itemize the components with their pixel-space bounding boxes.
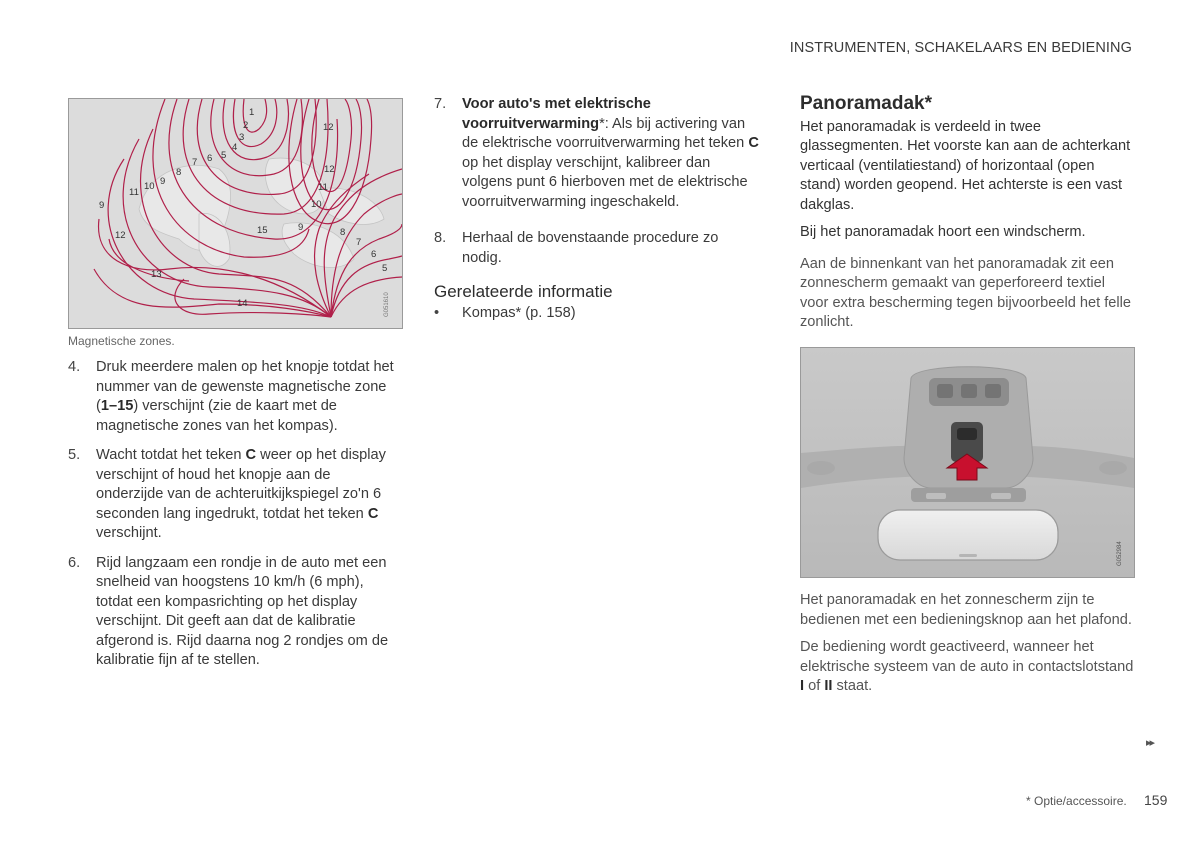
paragraph: De bediening wordt geactiveerd, wanneer het elektrische systeem van de auto in contactslotstand I of II staat. xyxy=(800,639,1134,694)
zone-label: 5 xyxy=(221,150,227,161)
list-text: Wacht totdat het teken C weer op het display verschijnt of houd het knopje aan de onderzijde van de achteruitkijkspiegel zo'n 6 seconden lang ingedrukt, totdat het teken C verschijnt. xyxy=(96,447,386,541)
zone-label: 7 xyxy=(356,237,362,248)
list-text: Druk meerdere malen op het knopje totdat het nummer van de gewenste magnetische zone (1–15) verschijnt (zie de kaart met de magnetische zones van het kompas). xyxy=(96,359,394,434)
list-number: 7. xyxy=(434,96,447,112)
page-number: 159 xyxy=(1144,792,1168,808)
figure-code: G051610 xyxy=(384,292,390,317)
zone-label: 14 xyxy=(237,298,248,309)
roof-control-illustration xyxy=(801,348,1134,577)
left-column xyxy=(68,358,400,681)
zone-label: 2 xyxy=(243,120,249,131)
bullet: • xyxy=(434,304,440,321)
list-number: 8. xyxy=(434,230,447,246)
continue-icon: ▸▸ xyxy=(1146,737,1154,749)
paragraph: Bij het panoramadak hoort een windscherm. xyxy=(800,224,1086,240)
related-heading: Gerelateerde informatie xyxy=(434,282,613,301)
list-text: Herhaal de bovenstaande procedure zo nodig. xyxy=(462,230,719,266)
list-item xyxy=(68,554,400,671)
right-column-lower xyxy=(800,591,1134,705)
zone-label: 12 xyxy=(324,164,335,175)
zone-label: 12 xyxy=(115,230,126,241)
section-header: INSTRUMENTEN, SCHAKELAARS EN BEDIENING xyxy=(789,40,1132,56)
footnote: * Optie/accessoire. xyxy=(1026,794,1127,808)
zone-label: 10 xyxy=(144,181,155,192)
list-number: 6. xyxy=(68,554,81,571)
zone-label: 9 xyxy=(298,222,304,233)
middle-column xyxy=(434,95,762,333)
map-caption: Magnetische zones. xyxy=(68,334,175,348)
roof-control-figure xyxy=(800,347,1135,578)
zone-label: 15 xyxy=(257,225,268,236)
list-item xyxy=(434,95,762,212)
zone-label: 9 xyxy=(99,200,105,211)
zone-label: 3 xyxy=(239,132,245,143)
zone-label: 4 xyxy=(232,142,238,153)
list-text: Rijd langzaam een rondje in de auto met een snelheid van hoogstens 10 km/h (6 mph), totdat een kompasrichting op het display verschijnt. Dit geeft aan dat de kalibratie afgerond is. Rijd daarna nog 2 rondjes om de kalibratie fijn af te stellen. xyxy=(96,554,389,668)
right-column xyxy=(800,94,1134,341)
related-link-text[interactable]: Kompas* (p. 158) xyxy=(462,304,576,321)
zone-label: 6 xyxy=(371,249,377,260)
list-text: Voor auto's met elektrische voorruitverwarming*: Als bij activering van de elektrische voorruitverwarming het teken C op het display verschijnt, kalibreer dan volgens punt 6 hierboven met de elektrische voorruitverwarming ingeschakeld. xyxy=(462,96,759,210)
zone-label: 12 xyxy=(323,122,334,133)
list-number: 5. xyxy=(68,447,81,463)
zone-label: 13 xyxy=(151,269,162,280)
zone-label: 8 xyxy=(340,227,346,238)
list-item xyxy=(68,446,400,544)
section-title: Panoramadak* xyxy=(800,93,933,114)
list-item xyxy=(434,229,762,268)
zone-label: 7 xyxy=(192,157,198,168)
zone-label: 11 xyxy=(318,182,328,193)
zone-label: 11 xyxy=(129,187,139,198)
zone-label: 5 xyxy=(382,263,388,274)
map-illustration xyxy=(69,99,402,328)
paragraph: Aan de binnenkant van het panoramadak zit een zonnescherm gemaakt van geperforeerd textiel voor extra bescherming tegen bijvoorbeeld het felle zonlicht. xyxy=(800,255,1131,330)
related-link[interactable] xyxy=(434,304,762,324)
zone-label: 8 xyxy=(176,167,182,178)
figure-code: G052984 xyxy=(1117,541,1123,566)
magnetic-zones-map xyxy=(68,98,403,329)
list-number: 4. xyxy=(68,359,81,375)
zone-label: 9 xyxy=(160,176,166,187)
list-item xyxy=(68,358,400,436)
paragraph: Het panoramadak en het zonnescherm zijn te bedienen met een bedieningsknop aan het plafond. xyxy=(800,592,1132,628)
zone-label: 10 xyxy=(311,199,322,210)
paragraph: Het panoramadak is verdeeld in twee glassegmenten. Het voorste kan aan de achterkant verticaal (ventilatiestand) of horizontaal (open stand) worden geopend. Het achterste is een vast dakglas. xyxy=(800,118,1131,213)
zone-label: 1 xyxy=(249,107,255,118)
zone-label: 6 xyxy=(207,153,213,164)
